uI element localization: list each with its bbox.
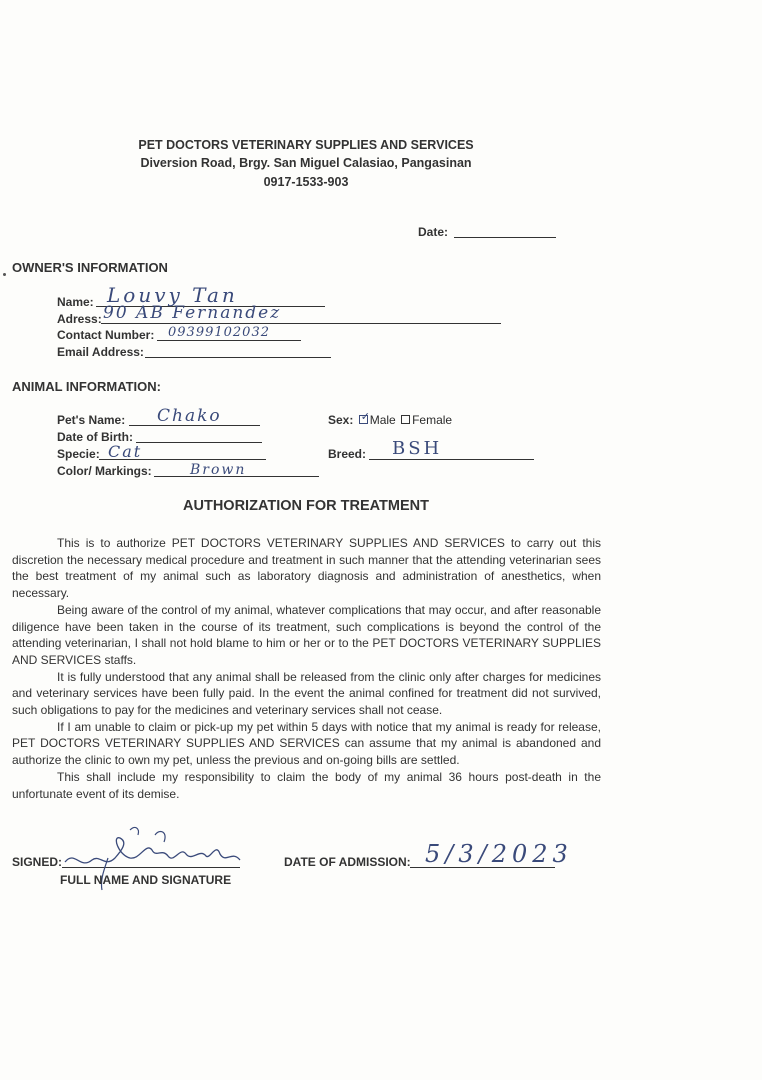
authorization-body: [12, 535, 601, 802]
owner-section-title: OWNER'S INFORMATION: [12, 260, 168, 275]
pet-name-label: Pet's Name:: [57, 413, 126, 427]
breed-value: BSH: [392, 438, 443, 459]
owner-address-value: 90 AB Fernandez: [103, 303, 282, 323]
breed-label: Breed:: [328, 447, 367, 461]
date-of-admission-label: DATE OF ADMISSION:: [284, 855, 411, 869]
female-checkbox[interactable]: [401, 415, 410, 424]
authorization-title: AUTHORIZATION FOR TREATMENT: [183, 498, 429, 514]
authorization-paragraph: Being aware of the control of my animal, whatever complications that may occur, and after reasonable diligence have been taken in the course of its treatment, such complications is beyond the control of the attending veterinarian, I shall not hold blame to him or her or to the PET DOCTORS VETERINARY SUPPLIES AND SERVICES staffs.: [12, 602, 601, 667]
date-line: [454, 237, 556, 238]
color-markings-label: Color/ Markings:: [57, 464, 152, 478]
contact-number-label: Contact Number:: [57, 328, 155, 342]
contact-number-line: [157, 340, 301, 341]
clinic-address: Diversion Road, Brgy. San Miguel Calasiao, Pangasinan: [140, 156, 472, 170]
date-label: Date:: [418, 225, 449, 239]
owner-name-value: Louvy Tan: [107, 283, 238, 307]
stray-mark: [3, 273, 6, 276]
clinic-phone: 0917-1533-903: [263, 175, 349, 189]
owner-address-line: [101, 323, 501, 324]
email-line: [145, 357, 331, 358]
dob-line: [136, 442, 262, 443]
owner-address-label: Adress:: [57, 312, 102, 326]
contact-number-value: 09399102032: [168, 325, 270, 340]
signed-label: SIGNED:: [12, 855, 63, 869]
owner-name-label: Name:: [57, 295, 94, 309]
full-name-signature-label: FULL NAME AND SIGNATURE: [60, 873, 232, 887]
sex-male-label: Male: [369, 413, 396, 427]
male-checkbox[interactable]: ✓: [360, 411, 370, 423]
sex-female-label: Female: [412, 413, 453, 427]
email-label: Email Address:: [57, 345, 144, 359]
animal-section-title: ANIMAL INFORMATION:: [12, 379, 161, 394]
specie-value: Cat: [108, 442, 143, 461]
sex-label: Sex:: [328, 413, 354, 427]
authorization-paragraph: This shall include my responsibility to claim the body of my animal 36 hours post-death in the unfortunate event of its demise.: [12, 769, 601, 801]
authorization-paragraph: It is fully understood that any animal shall be released from the clinic only after charges for medicines and veterinary services have been fully paid. In the event the animal confined for treatment did not survived, such obligations to pay for the medicines and veterinary services shall not cease.: [12, 669, 601, 718]
breed-line: [369, 459, 534, 460]
date-of-admission-value: 5/3/2023: [425, 840, 573, 868]
authorization-paragraph: This is to authorize PET DOCTORS VETERINARY SUPPLIES AND SERVICES to carry out this discretion the necessary medical procedure and treatment in such manner that the attending veterinarian sees the best treatment of my animal such as laboratory diagnosis and administration of anesthetics, when necessary.: [12, 536, 601, 601]
sex-field: [328, 413, 452, 427]
pet-name-value: Chako: [157, 406, 222, 426]
dob-label: Date of Birth:: [57, 430, 133, 444]
color-markings-value: Brown: [190, 462, 247, 478]
authorization-paragraph: If I am unable to claim or pick-up my pet within 5 days with notice that my animal is ready for release, PET DOCTORS VETERINARY SUPPLIES AND SERVICES can assume that my animal is abandoned and authorize the clinic to own my pet, unless the previous and on-going bills are settled.: [12, 719, 601, 768]
specie-label: Specie:: [57, 447, 100, 461]
clinic-name: PET DOCTORS VETERINARY SUPPLIES AND SERVICES: [138, 138, 474, 152]
